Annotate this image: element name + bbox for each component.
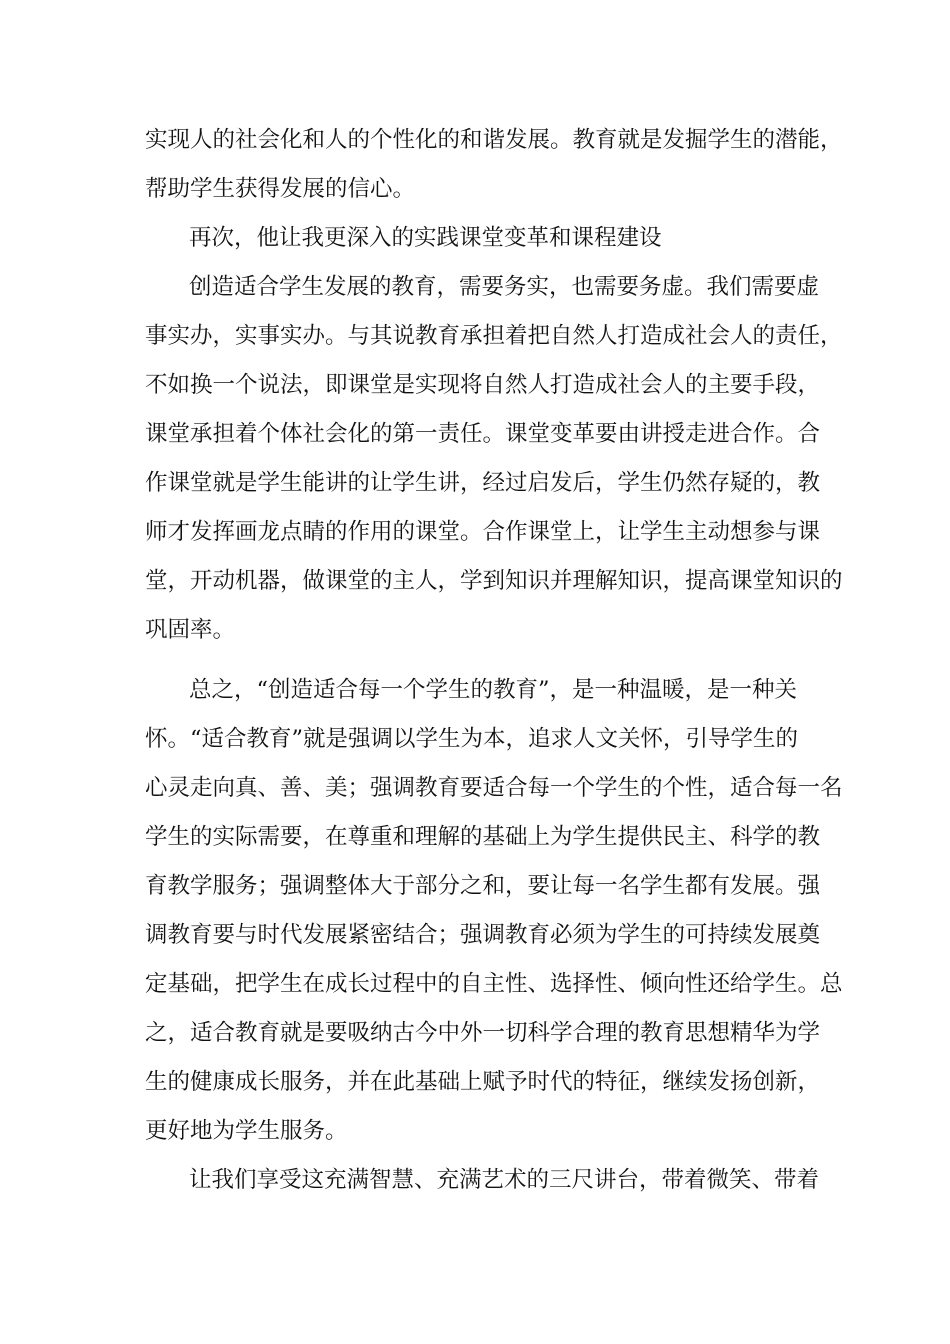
text-line: 育教学服务；强调整体大于部分之和，要让每一名学生都有发展。强 (145, 873, 821, 899)
text-line: 堂，开动机器，做课堂的主人，学到知识并理解知识，提高课堂知识的 (145, 568, 843, 594)
text-line: 作课堂就是学生能讲的让学生讲，经过启发后，学生仍然存疑的，教 (145, 470, 821, 496)
text-line: 调教育要与时代发展紧密结合；强调教育必须为学生的可持续发展奠 (145, 922, 821, 948)
text-line: 巩固率。 (145, 617, 236, 643)
text-line: 让我们享受这充满智慧、充满艺术的三尺讲台，带着微笑、带着 (189, 1167, 820, 1193)
text-line: 学生的实际需要，在尊重和理解的基础上为学生提供民主、科学的教 (145, 824, 821, 850)
text-line: 总之，“创造适合每一个学生的教育”，是一种温暖，是一种关 (189, 677, 798, 703)
text-line: 更好地为学生服务。 (145, 1118, 348, 1144)
text-line: 课堂承担着个体社会化的第一责任。课堂变革要由讲授走进合作。合 (145, 421, 821, 447)
text-line: 之，适合教育就是要吸纳古今中外一切科学合理的教育思想精华为学 (145, 1020, 821, 1046)
text-line: 怀。“适合教育”就是强调以学生为本，追求人文关怀，引导学生的 (145, 726, 799, 752)
text-line: 生的健康成长服务，并在此基础上赋予时代的特征，继续发扬创新， (145, 1069, 821, 1095)
text-line: 再次，他让我更深入的实践课堂变革和课程建设 (189, 225, 662, 251)
text-line: 实现人的社会化和人的个性化的和谐发展。教育就是发掘学生的潜能， (145, 127, 843, 153)
text-line: 事实办，实事实办。与其说教育承担着把自然人打造成社会人的责任， (145, 323, 843, 349)
text-line: 不如换一个说法，即课堂是实现将自然人打造成社会人的主要手段， (145, 372, 821, 398)
text-line: 创造适合学生发展的教育，需要务实，也需要务虚。我们需要虚 (189, 274, 820, 300)
text-line: 心灵走向真、善、美；强调教育要适合每一个学生的个性，适合每一名 (145, 775, 843, 801)
text-line: 师才发挥画龙点睛的作用的课堂。合作课堂上，让学生主动想参与课 (145, 519, 821, 545)
text-line: 定基础，把学生在成长过程中的自主性、选择性、倾向性还给学生。总 (145, 971, 843, 997)
text-line: 帮助学生获得发展的信心。 (145, 176, 416, 202)
